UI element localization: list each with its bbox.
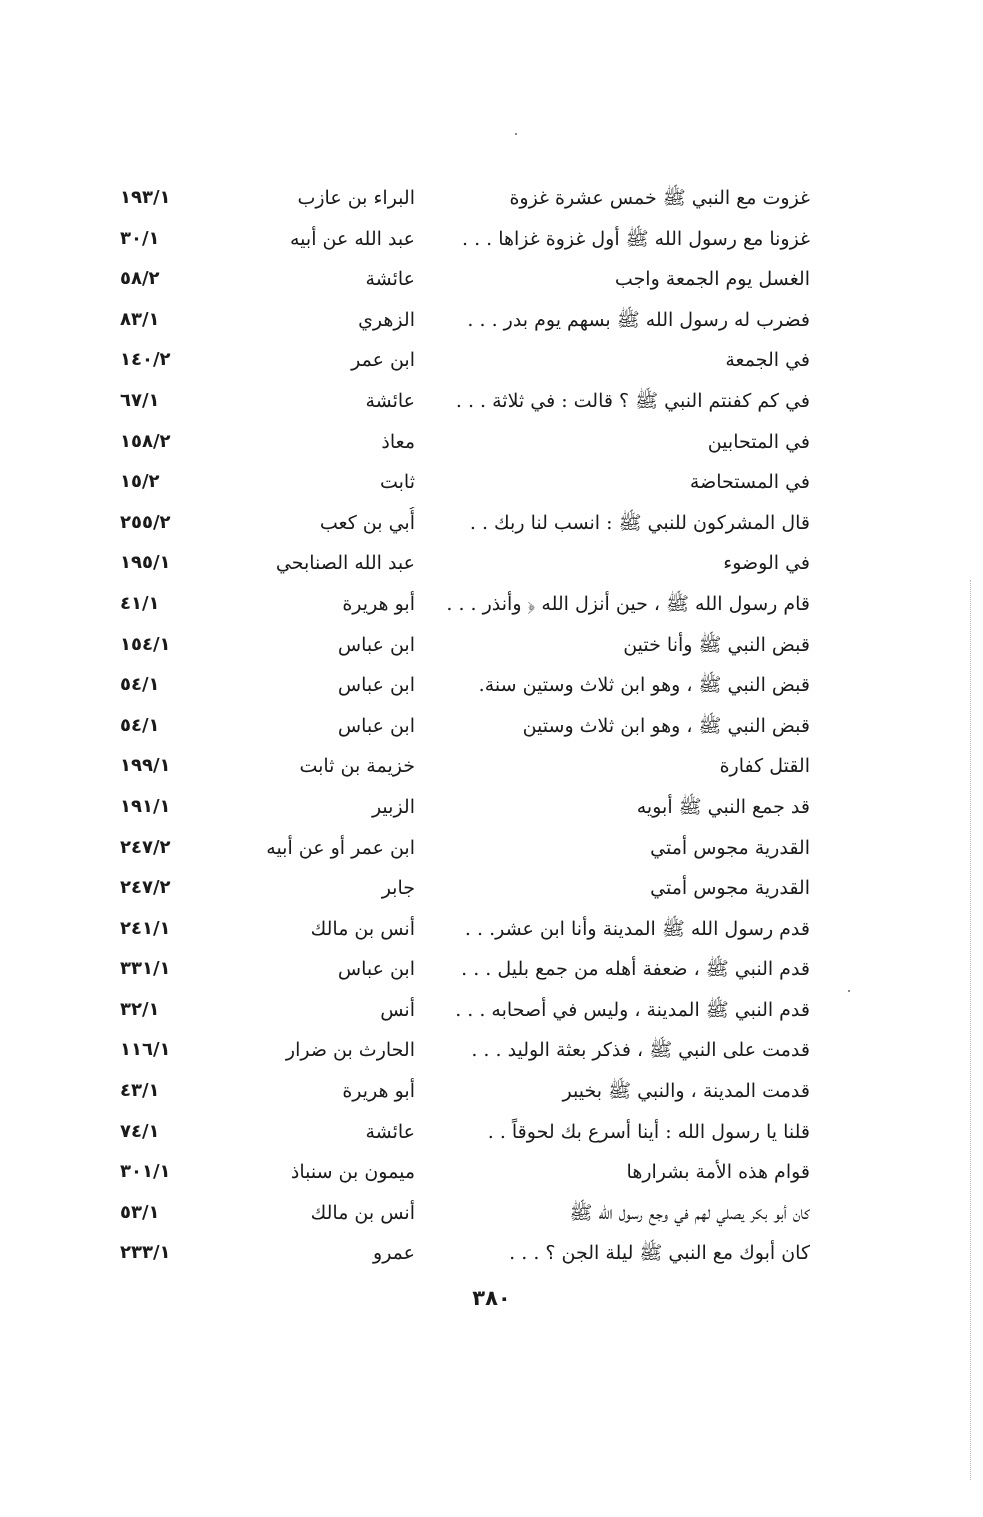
narrator: عبد الله الصنابحي — [275, 552, 415, 575]
narrator: خزيمة بن ثابت — [299, 755, 415, 778]
hadith-text: فضرب له رسول الله ﷺ بسهم يوم بدر . . . — [467, 308, 810, 331]
index-row — [120, 787, 810, 828]
narrator: الزهري — [358, 308, 415, 331]
hadith-text: قدم رسول الله ﷺ المدينة وأنا ابن عشر. . . — [464, 917, 810, 940]
volume-page-ref: ٥٤/١ — [120, 714, 160, 736]
hadith-text: قال المشركون للنبي ﷺ : انسب لنا ربك . . — [469, 511, 810, 534]
index-row — [120, 1030, 810, 1071]
volume-page-ref: ٥٣/١ — [120, 1201, 160, 1223]
hadith-text: غزونا مع رسول الله ﷺ أول غزوة غزاها . . . — [461, 227, 810, 250]
volume-page-ref: ٨٣/١ — [120, 308, 160, 330]
narrator: أنس — [380, 998, 415, 1021]
index-row — [120, 584, 810, 625]
hadith-text: في المتحابين — [707, 430, 810, 453]
scan-speck — [515, 133, 517, 135]
volume-page-ref: ٢٤٧/٢ — [120, 877, 171, 899]
index-row — [120, 1193, 810, 1234]
narrator: الحارث بن ضرار — [285, 1039, 415, 1062]
hadith-text: كان أبوك مع النبي ﷺ ليلة الجن ؟ . . . — [509, 1242, 810, 1265]
hadith-index-table — [120, 178, 810, 1274]
narrator: عائشة — [365, 268, 415, 291]
volume-page-ref: ٥٤/١ — [120, 674, 160, 696]
hadith-text: قدم النبي ﷺ المدينة ، وليس في أصحابه . . . — [455, 998, 810, 1021]
narrator: عائشة — [365, 1120, 415, 1143]
narrator: ثابت — [379, 471, 415, 494]
index-row — [120, 990, 810, 1031]
index-row — [120, 706, 810, 747]
hadith-text: قبض النبي ﷺ ، وهو ابن ثلاث وستين سنة. — [478, 674, 810, 697]
index-row — [120, 503, 810, 544]
volume-page-ref: ٣٠/١ — [120, 227, 160, 249]
hadith-text: قدم النبي ﷺ ، ضعفة أهله من جمع بليل . . . — [461, 958, 810, 981]
volume-page-ref: ١٩١/١ — [120, 795, 171, 817]
index-row — [120, 746, 810, 787]
index-row — [120, 1071, 810, 1112]
volume-page-ref: ٢٣٣/١ — [120, 1242, 171, 1264]
index-row — [120, 625, 810, 666]
narrator: البراء بن عازب — [297, 187, 415, 209]
volume-page-ref: ٦٧/١ — [120, 389, 160, 411]
volume-page-ref: ٥٨/٢ — [120, 268, 160, 290]
volume-page-ref: ٧٤/١ — [120, 1120, 160, 1142]
index-row — [120, 1152, 810, 1193]
scan-speck — [848, 990, 850, 992]
volume-page-ref: ١٥٤/١ — [120, 633, 171, 655]
index-row — [120, 1112, 810, 1153]
volume-page-ref: ٢٤١/١ — [120, 917, 171, 939]
index-row — [120, 949, 810, 990]
narrator: ميمون بن سنباذ — [290, 1161, 415, 1184]
volume-page-ref: ٣٢/١ — [120, 998, 160, 1020]
index-row — [120, 340, 810, 381]
index-row — [120, 259, 810, 300]
index-row — [120, 1233, 810, 1274]
volume-page-ref: ٤٣/١ — [120, 1080, 160, 1102]
volume-page-ref: ١٩٣/١ — [120, 187, 171, 208]
index-row — [120, 543, 810, 584]
hadith-text: قام رسول الله ﷺ ، حين أنزل الله ﴿ وأنذر . . . — [446, 592, 810, 615]
hadith-text: في المستحاضة — [689, 471, 810, 494]
index-row — [120, 909, 810, 950]
index-row — [120, 828, 810, 869]
narrator: عمرو — [373, 1242, 415, 1265]
hadith-text: قوام هذه الأمة بشرارها — [626, 1161, 810, 1184]
narrator: ابن عباس — [337, 674, 415, 697]
index-row — [120, 381, 810, 422]
narrator: ابن عباس — [337, 958, 415, 981]
index-row — [120, 178, 810, 219]
narrator: معاذ — [381, 430, 415, 453]
hadith-text: قدمت المدينة ، والنبي ﷺ بخيبر — [562, 1080, 810, 1103]
volume-page-ref: ٣٣١/١ — [120, 958, 171, 980]
hadith-text: قلنا يا رسول الله : أينا أسرع بك لحوقاً . . — [487, 1120, 810, 1143]
index-row — [120, 422, 810, 463]
hadith-text: في الجمعة — [725, 349, 810, 372]
volume-page-ref: ١٤٠/٢ — [120, 349, 171, 371]
index-row — [120, 665, 810, 706]
narrator: أنس بن مالك — [310, 1201, 415, 1224]
hadith-text: الغسل يوم الجمعة واجب — [614, 268, 810, 291]
scan-edge-line — [969, 580, 971, 1480]
narrator: الزبير — [371, 795, 415, 818]
volume-page-ref: ١١٦/١ — [120, 1039, 171, 1061]
volume-page-ref: ١٩٩/١ — [120, 755, 171, 777]
index-row — [120, 219, 810, 260]
volume-page-ref: ١٥/٢ — [120, 471, 160, 493]
volume-page-ref: ١٩٥/١ — [120, 552, 171, 574]
narrator: ابن عباس — [337, 633, 415, 656]
page-number: ٣٨٠ — [472, 1286, 511, 1310]
hadith-text: القدرية مجوس أمتي — [650, 877, 810, 900]
index-row — [120, 868, 810, 909]
narrator: ابن عمر — [351, 349, 415, 372]
narrator: جابر — [381, 877, 415, 900]
narrator: عبد الله عن أبيه — [290, 227, 415, 250]
index-row — [120, 300, 810, 341]
narrator: أنس بن مالك — [310, 917, 415, 940]
hadith-text: في كم كفنتم النبي ﷺ ؟ قالت : في ثلاثة . . . — [455, 389, 810, 412]
volume-page-ref: ٢٥٥/٢ — [120, 511, 171, 533]
hadith-text: قبض النبي ﷺ وأنا ختين — [623, 633, 810, 656]
hadith-text: القدرية مجوس أمتي — [650, 836, 810, 859]
volume-page-ref: ٤١/١ — [120, 592, 160, 614]
volume-page-ref: ٢٤٧/٢ — [120, 836, 171, 858]
hadith-text: غزوت مع النبي ﷺ خمس عشرة غزوة — [509, 187, 810, 209]
narrator: أبو هريرة — [342, 1080, 415, 1103]
hadith-text: قبض النبي ﷺ ، وهو ابن ثلاث وستين — [522, 714, 810, 737]
volume-page-ref: ٣٠١/١ — [120, 1161, 171, 1183]
hadith-text: قدمت على النبي ﷺ ، فذكر بعثة الوليد . . . — [471, 1039, 810, 1062]
narrator: أُبي بن كعب — [319, 511, 415, 534]
narrator: عائشة — [365, 389, 415, 412]
volume-page-ref: ١٥٨/٢ — [120, 430, 171, 452]
narrator: ابن عمر أو عن أبيه — [266, 836, 415, 859]
hadith-text: القتل كفارة — [719, 755, 810, 778]
hadith-text: كان أبو بكر يصلي لهم في وجع رسول الله ﷺ — [569, 1201, 810, 1224]
hadith-text: في الوضوء — [723, 552, 810, 575]
index-row — [120, 462, 810, 503]
narrator: ابن عباس — [337, 714, 415, 737]
hadith-text: قد جمع النبي ﷺ أبويه — [636, 795, 810, 818]
narrator: أبو هريرة — [342, 592, 415, 615]
